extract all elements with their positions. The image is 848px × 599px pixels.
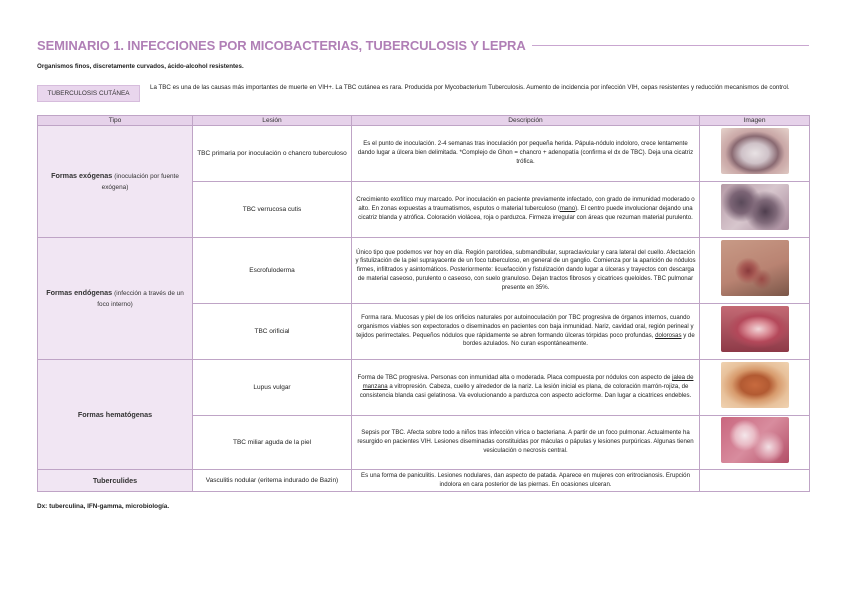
- lesion-cell: Vasculitis nodular (eritema indurado de Bazin): [193, 470, 352, 492]
- tipo-note: (infección a través de un foco interno): [97, 289, 184, 308]
- tipo-label: Tuberculides: [92, 475, 138, 485]
- verrucosa-photo: [721, 184, 789, 230]
- header-imagen: Imagen: [700, 116, 810, 126]
- description-cell: [352, 182, 700, 238]
- description-cell: [352, 470, 700, 492]
- tipo-label: Formas hematógenas: [77, 409, 153, 419]
- tipo-label: Formas endógenas: [46, 287, 113, 297]
- image-cell: [700, 238, 810, 304]
- underlined-term: mano: [559, 205, 576, 213]
- escrofuloderma-photo: [721, 240, 789, 296]
- table-row: [38, 126, 810, 182]
- title-divider: [532, 45, 809, 47]
- orificial-photo: [721, 306, 789, 352]
- header-descripcion: Descripción: [352, 116, 700, 126]
- section-badge-label: TUBERCULOSIS CUTÁNEA: [47, 90, 130, 97]
- table-header-row: [38, 116, 810, 126]
- description-text: Forma de TBC progresiva. Personas con inmunidad alta o moderada. Placa compuesta por nódulos con aspecto de: [357, 374, 673, 382]
- description-text: Es el punto de inoculación. 2-4 semanas tras inoculación por pequeña herida. Pápula-nódulo indoloro, crece lentamente dando lugar a úlcera bien delimitada. *Complejo de Ghon = chancro + adenopatía (confirma el dx de TBC). Deja una cicatriz trófica.: [357, 140, 694, 165]
- footer-note: Dx: tuberculina, IFN-gamma, microbiología.: [37, 503, 170, 510]
- tipo-cell: [38, 360, 193, 470]
- description-cell: [352, 360, 700, 416]
- tuberculosis-table: [37, 115, 810, 492]
- lesion-cell: Lupus vulgar: [193, 360, 352, 416]
- lupus-photo: [721, 362, 789, 408]
- underlined-term: dolorosas: [655, 331, 682, 339]
- image-cell: [700, 304, 810, 360]
- lesion-cell: TBC primaria por inoculación o chancro tuberculoso: [193, 126, 352, 182]
- tipo-cell: [38, 470, 193, 492]
- description-text: Es una forma de paniculitis. Lesiones nodulares, dan aspecto de patada. Aparece en mujeres con eritrocianosis. Erupción indolora en cara posterior de las piernas. En ocasiones ulceran.: [361, 471, 690, 488]
- image-cell: [700, 360, 810, 416]
- description-text: y de bordes azulados. No curan espontáneamente.: [462, 331, 695, 348]
- header-lesion: Lesión: [193, 116, 352, 126]
- section-description: La TBC es una de las causas más importantes de muerte en VIH+. La TBC cutánea es rara. Producida por Mycobacterium Tuberculosis. Aumento de incidencia por infección VIH, cepas resistentes y reducción mecanismos de control.: [150, 84, 790, 91]
- lesion-cell: TBC orificial: [193, 304, 352, 360]
- description-text: Crecimiento exofítico muy marcado. Por inoculación en paciente previamente infectado, con grado de inmunidad moderado o alto. En zonas expuestas a traumatismos, esputos o material tuberculoso (: [356, 196, 695, 213]
- underlined-term: jalea de manzana: [362, 374, 694, 391]
- tipo-cell: [38, 126, 193, 238]
- table-row: [38, 238, 810, 304]
- section-badge: [37, 85, 140, 102]
- tipo-cell: [38, 238, 193, 360]
- title-row: [37, 38, 809, 53]
- description-cell: [352, 416, 700, 470]
- header-tipo: Tipo: [38, 116, 193, 126]
- description-text: Único tipo que podemos ver hoy en día. Región parotídea, submandibular, supraclavicular y cara lateral del cuello. Afectación y fistulización de la piel suprayacente de un foco tuberculoso, en general de un ganglio. Comienza por la aparición de nódulos firmes, infiltrados y asintomáticos. Posteriormente: licuefacción y fistulización dando lugar a úlceras y trayectos con descarga de material caseoso, purulento o caseoso, con suelo granuloso. Dejan tractos fibrosos y cicatrices queloides. TBC pulmonar presente en 35%.: [355, 248, 696, 291]
- page-title: SEMINARIO 1. INFECCIONES POR MICOBACTERIAS, TUBERCULOSIS Y LEPRA: [37, 38, 526, 53]
- lesion-cell: Escrofuloderma: [193, 238, 352, 304]
- image-cell: [700, 126, 810, 182]
- image-cell: [700, 416, 810, 470]
- lesion-cell: TBC verrucosa cutis: [193, 182, 352, 238]
- image-cell: [700, 182, 810, 238]
- miliar-photo: [721, 417, 789, 463]
- table-row: [38, 470, 810, 492]
- chancre-photo: [721, 128, 789, 174]
- tipo-label: Formas exógenas: [51, 170, 113, 180]
- table-row: [38, 360, 810, 416]
- tipo-note: (inoculación por fuente exógena): [101, 172, 179, 191]
- image-cell: [700, 470, 810, 492]
- description-text: ). El centro puede involucionar dejando una cicatriz blanda y atrófica. Coloración violácea, roja o parduzca. Firmeza irregular con áreas que rezuman material purulento.: [358, 205, 693, 221]
- description-text: Sepsis por TBC. Afecta sobre todo a niños tras infección vírica o bacteriana. A partir de un foco pulmonar. Actualmente ha resurgido en pacientes VIH. Lesiones diseminadas constituidas por máculas o pápulas y lesiones purpúricas. Algunas tienen vesiculación o necrosis central.: [357, 429, 694, 454]
- description-cell: [352, 126, 700, 182]
- description-text: a vitropresión. Cabeza, cuello y alrededor de la nariz. La lesión inicial es plana, de coloración marrón-rojiza, de consistencia blanda casi gelatinosa. Va evolucionando a parduzca con aspecto acicforme. Dan lugar a cicatrices endebles.: [359, 383, 692, 399]
- description-text: Forma rara. Mucosas y piel de los orificios naturales por autoinoculación por TBC progresiva de órganos internos, cuando organismos viables son expectorados o diseminados en pacientes con baja inmunidad. Nariz, cavidad oral, región perineal y tejidos perirrectales. Pequeños nódulos que rápidamente se abren formando úlceras tórpidas poco profundas,: [356, 313, 694, 339]
- intro-text: Organismos finos, discretamente curvados, ácido-alcohol resistentes.: [37, 63, 244, 70]
- lesion-cell: TBC miliar aguda de la piel: [193, 416, 352, 470]
- description-cell: [352, 238, 700, 304]
- description-cell: [352, 304, 700, 360]
